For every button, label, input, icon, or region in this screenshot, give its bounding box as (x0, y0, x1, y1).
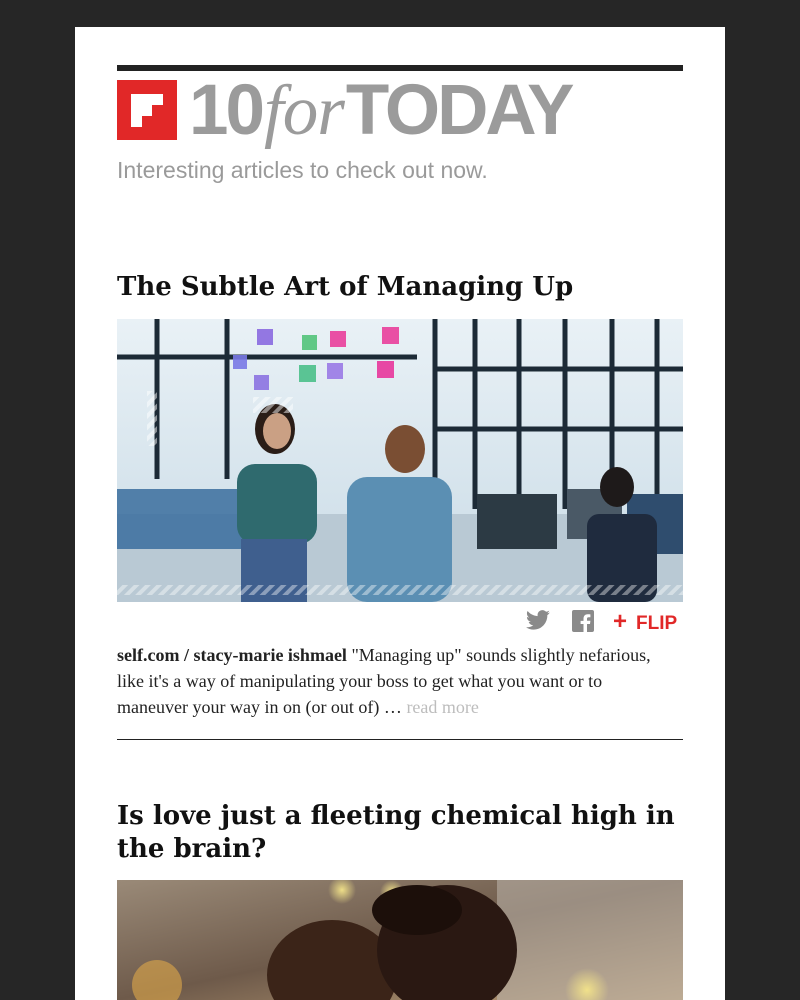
article-2-image[interactable] (117, 880, 683, 1000)
flip-button[interactable] (613, 609, 677, 637)
article-divider (117, 739, 683, 740)
twitter-icon[interactable] (525, 610, 551, 636)
plus-icon: + (613, 608, 628, 635)
brand-wordmark (189, 71, 572, 151)
read-more-link[interactable]: read more (406, 697, 479, 717)
brand-for: for (263, 72, 344, 150)
article-1-title[interactable]: The Subtle Art of Managing Up (117, 272, 574, 302)
article-1-summary (117, 642, 657, 720)
article-2-title[interactable]: Is love just a fleeting chemical high in the brain? (117, 801, 675, 864)
article-1-share-row (117, 609, 683, 635)
flip-label: FLIP (636, 613, 678, 634)
facebook-icon[interactable] (572, 610, 594, 636)
tagline: Interesting articles to check out now. (117, 157, 488, 183)
brand-prefix: 10 (189, 71, 262, 150)
flipboard-icon[interactable] (117, 80, 177, 140)
article-1-source[interactable]: self.com / stacy-marie ishmael (117, 645, 347, 665)
article-1-excerpt: "Managing up" sounds slightly nefarious, like it's a way of manipulating your boss to get what you want or to maneuver your way in on (or out of) … (117, 645, 651, 717)
newsletter-card (75, 27, 725, 1000)
article-1-image[interactable] (117, 319, 683, 602)
brand-suffix: TODAY (345, 71, 572, 150)
